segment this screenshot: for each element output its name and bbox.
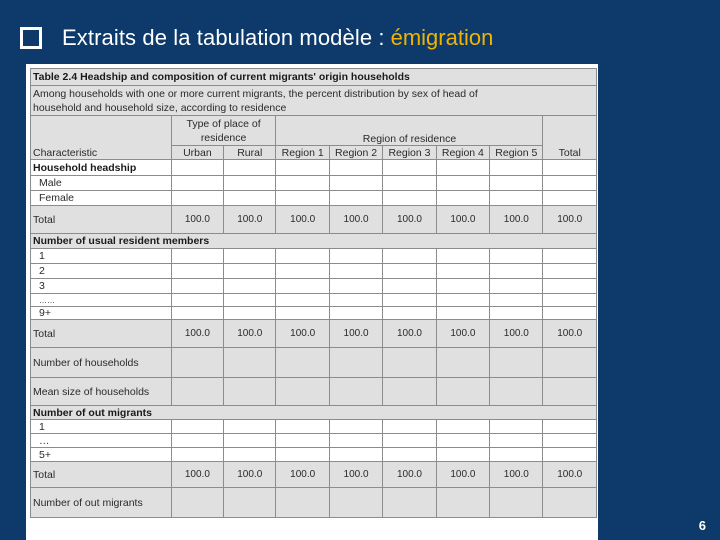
cell-total: 100.0: [543, 320, 597, 348]
table-row: [31, 348, 597, 378]
table-row: [31, 264, 597, 279]
cell-total: 100.0: [171, 320, 223, 348]
table-subtitle: [31, 86, 597, 116]
row-label-members-1: 1: [31, 249, 172, 264]
row-label-number-of-households: Number of households: [31, 348, 172, 378]
table-subtitle-line-1: Among households with one or more current migrants, the percent distribution by sex of head of: [33, 87, 478, 100]
page-number: 6: [698, 518, 706, 533]
table-row: [31, 191, 597, 206]
row-label-out-migrants: Number of out migrants: [31, 406, 597, 420]
checkbox-bullet-icon: [20, 27, 42, 49]
table-row: [31, 249, 597, 264]
row-label-out-ellipsis: …: [31, 434, 172, 448]
cell-total: 100.0: [543, 206, 597, 234]
cell-total: 100.0: [171, 462, 223, 488]
row-label-out-5plus: 5+: [31, 448, 172, 462]
row-label-total: Total: [31, 206, 172, 234]
table-row: [31, 406, 597, 420]
table-row: [31, 488, 597, 518]
cell-total: 100.0: [490, 320, 543, 348]
row-label-number-of-out-migrants: Number of out migrants: [31, 488, 172, 518]
row-label-members-9plus: 9+: [31, 307, 172, 320]
header-rural: Rural: [224, 146, 276, 160]
table-row: [31, 378, 597, 406]
cell-total: 100.0: [543, 462, 597, 488]
table-row: [31, 234, 597, 249]
header-row-1: [31, 116, 597, 146]
table-row-total: [31, 462, 597, 488]
row-label-total: Total: [31, 320, 172, 348]
table-row-total: [31, 206, 597, 234]
header-characteristic: Characteristic: [31, 116, 172, 160]
header-region-1: Region 1: [276, 146, 329, 160]
cell-total: 100.0: [329, 320, 382, 348]
table-row: [31, 434, 597, 448]
cell-total: 100.0: [436, 206, 489, 234]
header-region-2: Region 2: [329, 146, 382, 160]
cell-total: 100.0: [490, 462, 543, 488]
header-region-4: Region 4: [436, 146, 489, 160]
cell-total: 100.0: [383, 206, 436, 234]
row-label-out-1: 1: [31, 420, 172, 434]
cell-total: 100.0: [436, 320, 489, 348]
row-label-total: Total: [31, 462, 172, 488]
table-row: [31, 279, 597, 294]
row-label-female: Female: [31, 191, 172, 206]
title-accent-text: émigration: [390, 25, 494, 50]
cell-total: 100.0: [329, 462, 382, 488]
table-row: [31, 176, 597, 191]
slide-title: [20, 20, 493, 56]
table-title: Table 2.4 Headship and composition of current migrants' origin households: [31, 69, 597, 86]
cell-total: 100.0: [224, 462, 276, 488]
cell-total: 100.0: [329, 206, 382, 234]
table-row-total: [31, 320, 597, 348]
row-label-members-3: 3: [31, 279, 172, 294]
row-label-mean-size: Mean size of households: [31, 378, 172, 406]
header-region-group: Region of residence: [276, 116, 543, 146]
table-row: [31, 294, 597, 307]
row-label-members-2: 2: [31, 264, 172, 279]
table-subtitle-line-2: household and household size, according to residence: [33, 101, 287, 114]
cell-total: 100.0: [383, 320, 436, 348]
cell-total: 100.0: [490, 206, 543, 234]
title-main-text: Extraits de la tabulation modèle :: [62, 25, 385, 50]
cell-total: 100.0: [276, 462, 329, 488]
cell-total: 100.0: [171, 206, 223, 234]
table-title-row: [31, 69, 597, 86]
row-label-usual-resident-members: Number of usual resident members: [31, 234, 597, 249]
cell-total: 100.0: [383, 462, 436, 488]
cell-total: 100.0: [276, 320, 329, 348]
cell-total: 100.0: [276, 206, 329, 234]
tabulation-table: [30, 68, 597, 518]
row-label-household-headship: Household headship: [31, 160, 172, 176]
tabulation-image: [26, 64, 598, 540]
table-row: [31, 307, 597, 320]
header-urban: Urban: [171, 146, 223, 160]
cell-total: 100.0: [224, 320, 276, 348]
header-place-group: Type of place of residence: [171, 116, 276, 146]
table-row: [31, 448, 597, 462]
table-row: [31, 160, 597, 176]
row-label-male: Male: [31, 176, 172, 191]
header-total: Total: [543, 116, 597, 160]
cell-total: 100.0: [224, 206, 276, 234]
cell-total: 100.0: [436, 462, 489, 488]
header-region-3: Region 3: [383, 146, 436, 160]
table-subtitle-row: [31, 86, 597, 116]
row-label-members-ellipsis: ……: [31, 294, 172, 307]
table-row: [31, 420, 597, 434]
header-region-5: Region 5: [490, 146, 543, 160]
